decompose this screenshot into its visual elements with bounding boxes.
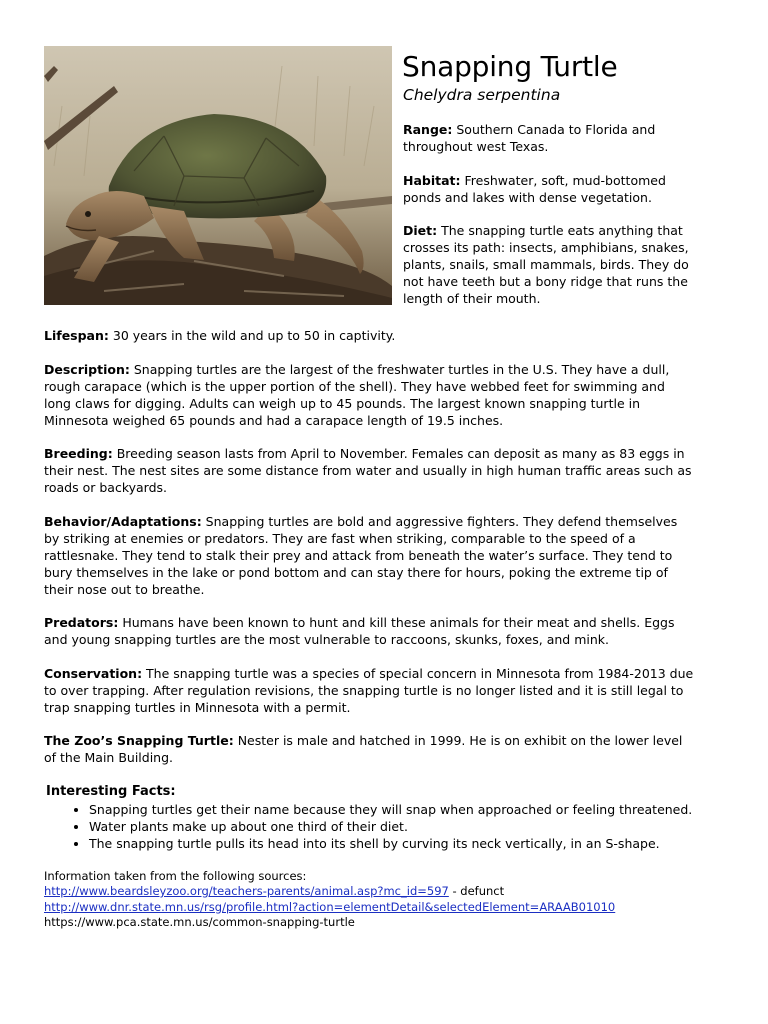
breeding-paragraph [44,445,694,496]
main-content [44,327,694,931]
source-line-1 [44,884,694,900]
predators-text: Humans have been known to hunt and kill these animals for their meat and shells. Eggs and young snapping turtles are the most vulnerable to raccoons, skunks, foxes, and mink. [44,615,675,647]
zoo-turtle-paragraph [44,732,694,766]
list-item: • The snapping turtle pulls its head into its shell by curving its neck vertically, in an S-shape. [89,835,694,852]
turtle-photo-icon [44,46,392,305]
zoo-turtle-text: Nester is male and hatched in 1999. He is on exhibit on the lower level of the Main Building. [44,733,683,765]
description-paragraph [44,361,694,429]
source-link-beardsleyzoo[interactable]: http://www.beardsleyzoo.org/teachers-parents/animal.asp?mc_id=597 [44,884,449,898]
range-label: Range: [403,122,453,137]
conservation-paragraph [44,665,694,716]
range-paragraph [403,121,703,155]
behavior-label: Behavior/Adaptations: [44,513,202,529]
behavior-paragraph [44,513,694,598]
list-item: • Snapping turtles get their name because they will snap when approached or feeling threatened. [89,801,694,818]
diet-text: The snapping turtle eats anything that crosses its path: insects, amphibians, snakes, plants, snails, small mammals, birds. They do not have teeth but a bony ridge that runs the length of their mouth. [403,223,689,306]
lifespan-paragraph [44,327,694,344]
breeding-label: Breeding: [44,446,113,461]
habitat-paragraph [403,172,703,206]
habitat-label: Habitat: [403,172,461,188]
source-link-dnr[interactable]: http://www.dnr.state.mn.us/rsg/profile.html?action=elementDetail&selectedElement=ARAAB01010 [44,899,616,914]
sources [44,869,694,931]
turtle-photo [44,46,392,305]
predators-label: Predators: [44,615,119,630]
source-line-3: https://www.pca.state.mn.us/common-snapping-turtle [44,915,355,929]
predators-paragraph [44,614,694,648]
description-text: Snapping turtles are the largest of the freshwater turtles in the U.S. They have a dull, rough carapace (which is the upper portion of the shell). They have webbed feet for swimming and long claws for digging. Adults can weigh up to 45 pounds. The largest known snapping turtle in Minnesota weighed 65 pounds and had a carapace length of 19.5 inches. [44,361,670,428]
page-title: Snapping Turtle [402,50,618,83]
source-note-defunct: - defunct [448,884,505,898]
conservation-label: Conservation: [44,665,143,681]
sources-intro: Information taken from the following sources: [44,868,307,883]
description-label: Description: [44,361,130,377]
behavior-text: Snapping turtles are bold and aggressive fighters. They defend themselves by striking at enemies or predators. They are fast when striking, comparable to the speed of a rattlesnake. They tend to stalk their prey and attack from beneath the water’s surface. They tend to bury themselves in the lake or pond bottom and can stay there for hours, poking the extreme tip of their nose out to breathe. [44,513,678,597]
side-facts [403,121,703,324]
diet-label: Diet: [403,223,438,238]
source-line-2 [44,900,694,916]
zoo-turtle-label: The Zoo’s Snapping Turtle: [44,733,234,748]
lifespan-label: Lifespan: [44,328,109,343]
list-item: • Water plants make up about one third of their diet. [89,818,694,835]
habitat-text: Freshwater, soft, mud-bottomed ponds and lakes with dense vegetation. [403,172,666,205]
breeding-text: Breeding season lasts from April to November. Females can deposit as many as 83 eggs in their nest. The nest sites are some distance from water and usually in high human traffic areas such as roads or backyards. [44,446,692,495]
range-text: Southern Canada to Florida and throughout west Texas. [403,122,656,154]
facts-list [44,801,694,852]
conservation-text: The snapping turtle was a species of special concern in Minnesota from 1984-2013 due to over trapping. After regulation revisions, the snapping turtle is no longer listed and it is still legal to trap snapping turtles in Minnesota with a permit. [44,665,694,715]
facts-heading: Interesting Facts: [46,783,176,799]
scientific-name: Chelydra serpentina [403,86,561,104]
lifespan-text: 30 years in the wild and up to 50 in captivity. [108,328,396,343]
diet-paragraph [403,222,703,307]
